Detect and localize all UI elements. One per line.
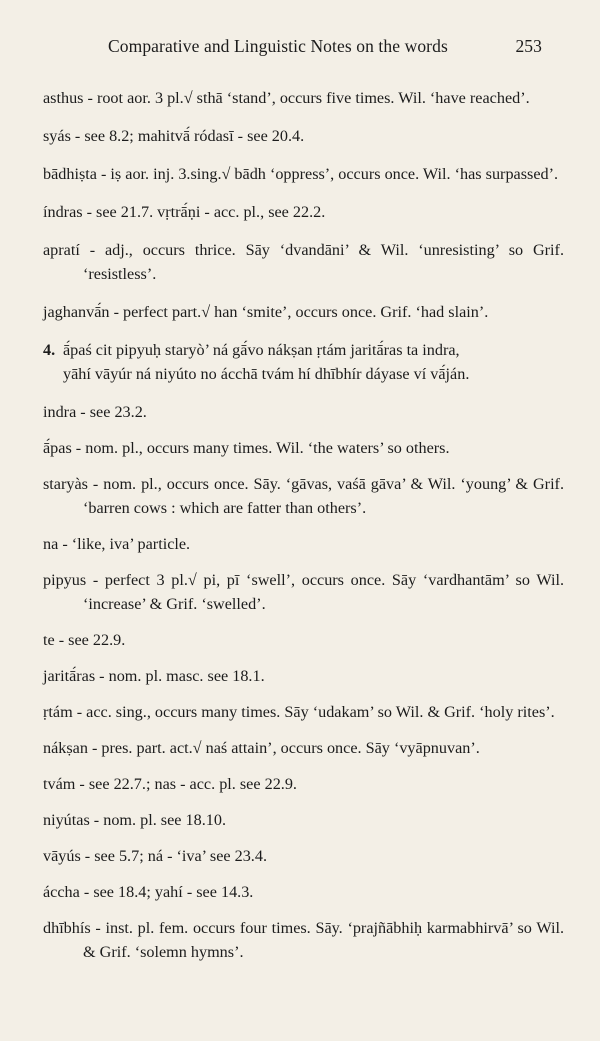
glossary-entry: tvám - see 22.7.; nas - acc. pl. see 22.9. [43, 775, 297, 793]
glossary-entry: nákṣan - pres. part. act.√ naś attain’, occurs once. Sāy ‘vyāpnuvan’. [43, 739, 480, 757]
glossary-entries [43, 86, 564, 976]
glossary-entry: staryàs - nom. pl., occurs once. Sāy. ‘gāvas, vaśā gāva’ & Wil. ‘young’ & Grif. ‘barren cows : which are fatter than others’. [43, 475, 564, 517]
running-title: Comparative and Linguistic Notes on the words [108, 36, 448, 56]
glossary-entry: índras - see 21.7. vṛtrā́ṇi - acc. pl., see 22.2. [43, 203, 326, 221]
glossary-entry: niyútas - nom. pl. see 18.10. [43, 811, 226, 829]
glossary-entry: apratí - adj., occurs thrice. Sāy ‘dvandāni’ & Wil. ‘unresisting’ so Grif. ‘resistless’. [43, 241, 564, 283]
glossary-entry: te - see 22.9. [43, 631, 126, 649]
running-header [108, 36, 542, 57]
verse-text-1: ā́paś cit pipyuḥ staryò’ ná gā́vo nákṣan ṛtám jaritā́ras ta indra, [63, 341, 460, 359]
glossary-entry: syás - see 8.2; mahitvā́ ródasī - see 20.4. [43, 127, 305, 145]
glossary-entry: pipyus - perfect 3 pl.√ pi, pī ‘swell’, occurs once. Sāy ‘vardhantām’ so Wil. ‘increase’ & Grif. ‘swelled’. [43, 571, 564, 613]
verse-line-1 [43, 338, 564, 362]
glossary-entry: ṛtám - acc. sing., occurs many times. Sāy ‘udakam’ so Wil. & Grif. ‘holy rites’. [43, 703, 555, 721]
glossary-entry: na - ‘like, iva’ particle. [43, 535, 191, 553]
glossary-entry: bādhiṣta - iṣ aor. inj. 3.sing.√ bādh ‘oppress’, occurs once. Wil. ‘has surpassed’. [43, 165, 559, 183]
glossary-entry: ā́pas - nom. pl., occurs many times. Wil. ‘the waters’ so others. [43, 439, 450, 457]
glossary-entry: dhībhís - inst. pl. fem. occurs four times. Sāy. ‘prajñābhiḥ karmabhirvā’ so Wil. & Grif. ‘solemn hymns’. [43, 919, 564, 961]
glossary-entry: áccha - see 18.4; yahí - see 14.3. [43, 883, 254, 901]
verse-line-2: yāhí vāyúr ná niyúto no ácchā tvám hí dhībhír dáyase ví vā́ján. [63, 365, 470, 383]
glossary-entry: jaghanvā́n - perfect part.√ han ‘smite’, occurs once. Grif. ‘had slain’. [43, 303, 489, 321]
page-number: 253 [515, 36, 542, 56]
glossary-entry: indra - see 23.2. [43, 403, 147, 421]
glossary-entry: jaritā́ras - nom. pl. masc. see 18.1. [43, 667, 265, 685]
verse-number: 4. [43, 341, 56, 359]
glossary-entry: asthus - root aor. 3 pl.√ sthā ‘stand’, occurs five times. Wil. ‘have reached’. [43, 89, 530, 107]
glossary-entry: vāyús - see 5.7; ná - ‘iva’ see 23.4. [43, 847, 267, 865]
verse-block [43, 338, 564, 386]
